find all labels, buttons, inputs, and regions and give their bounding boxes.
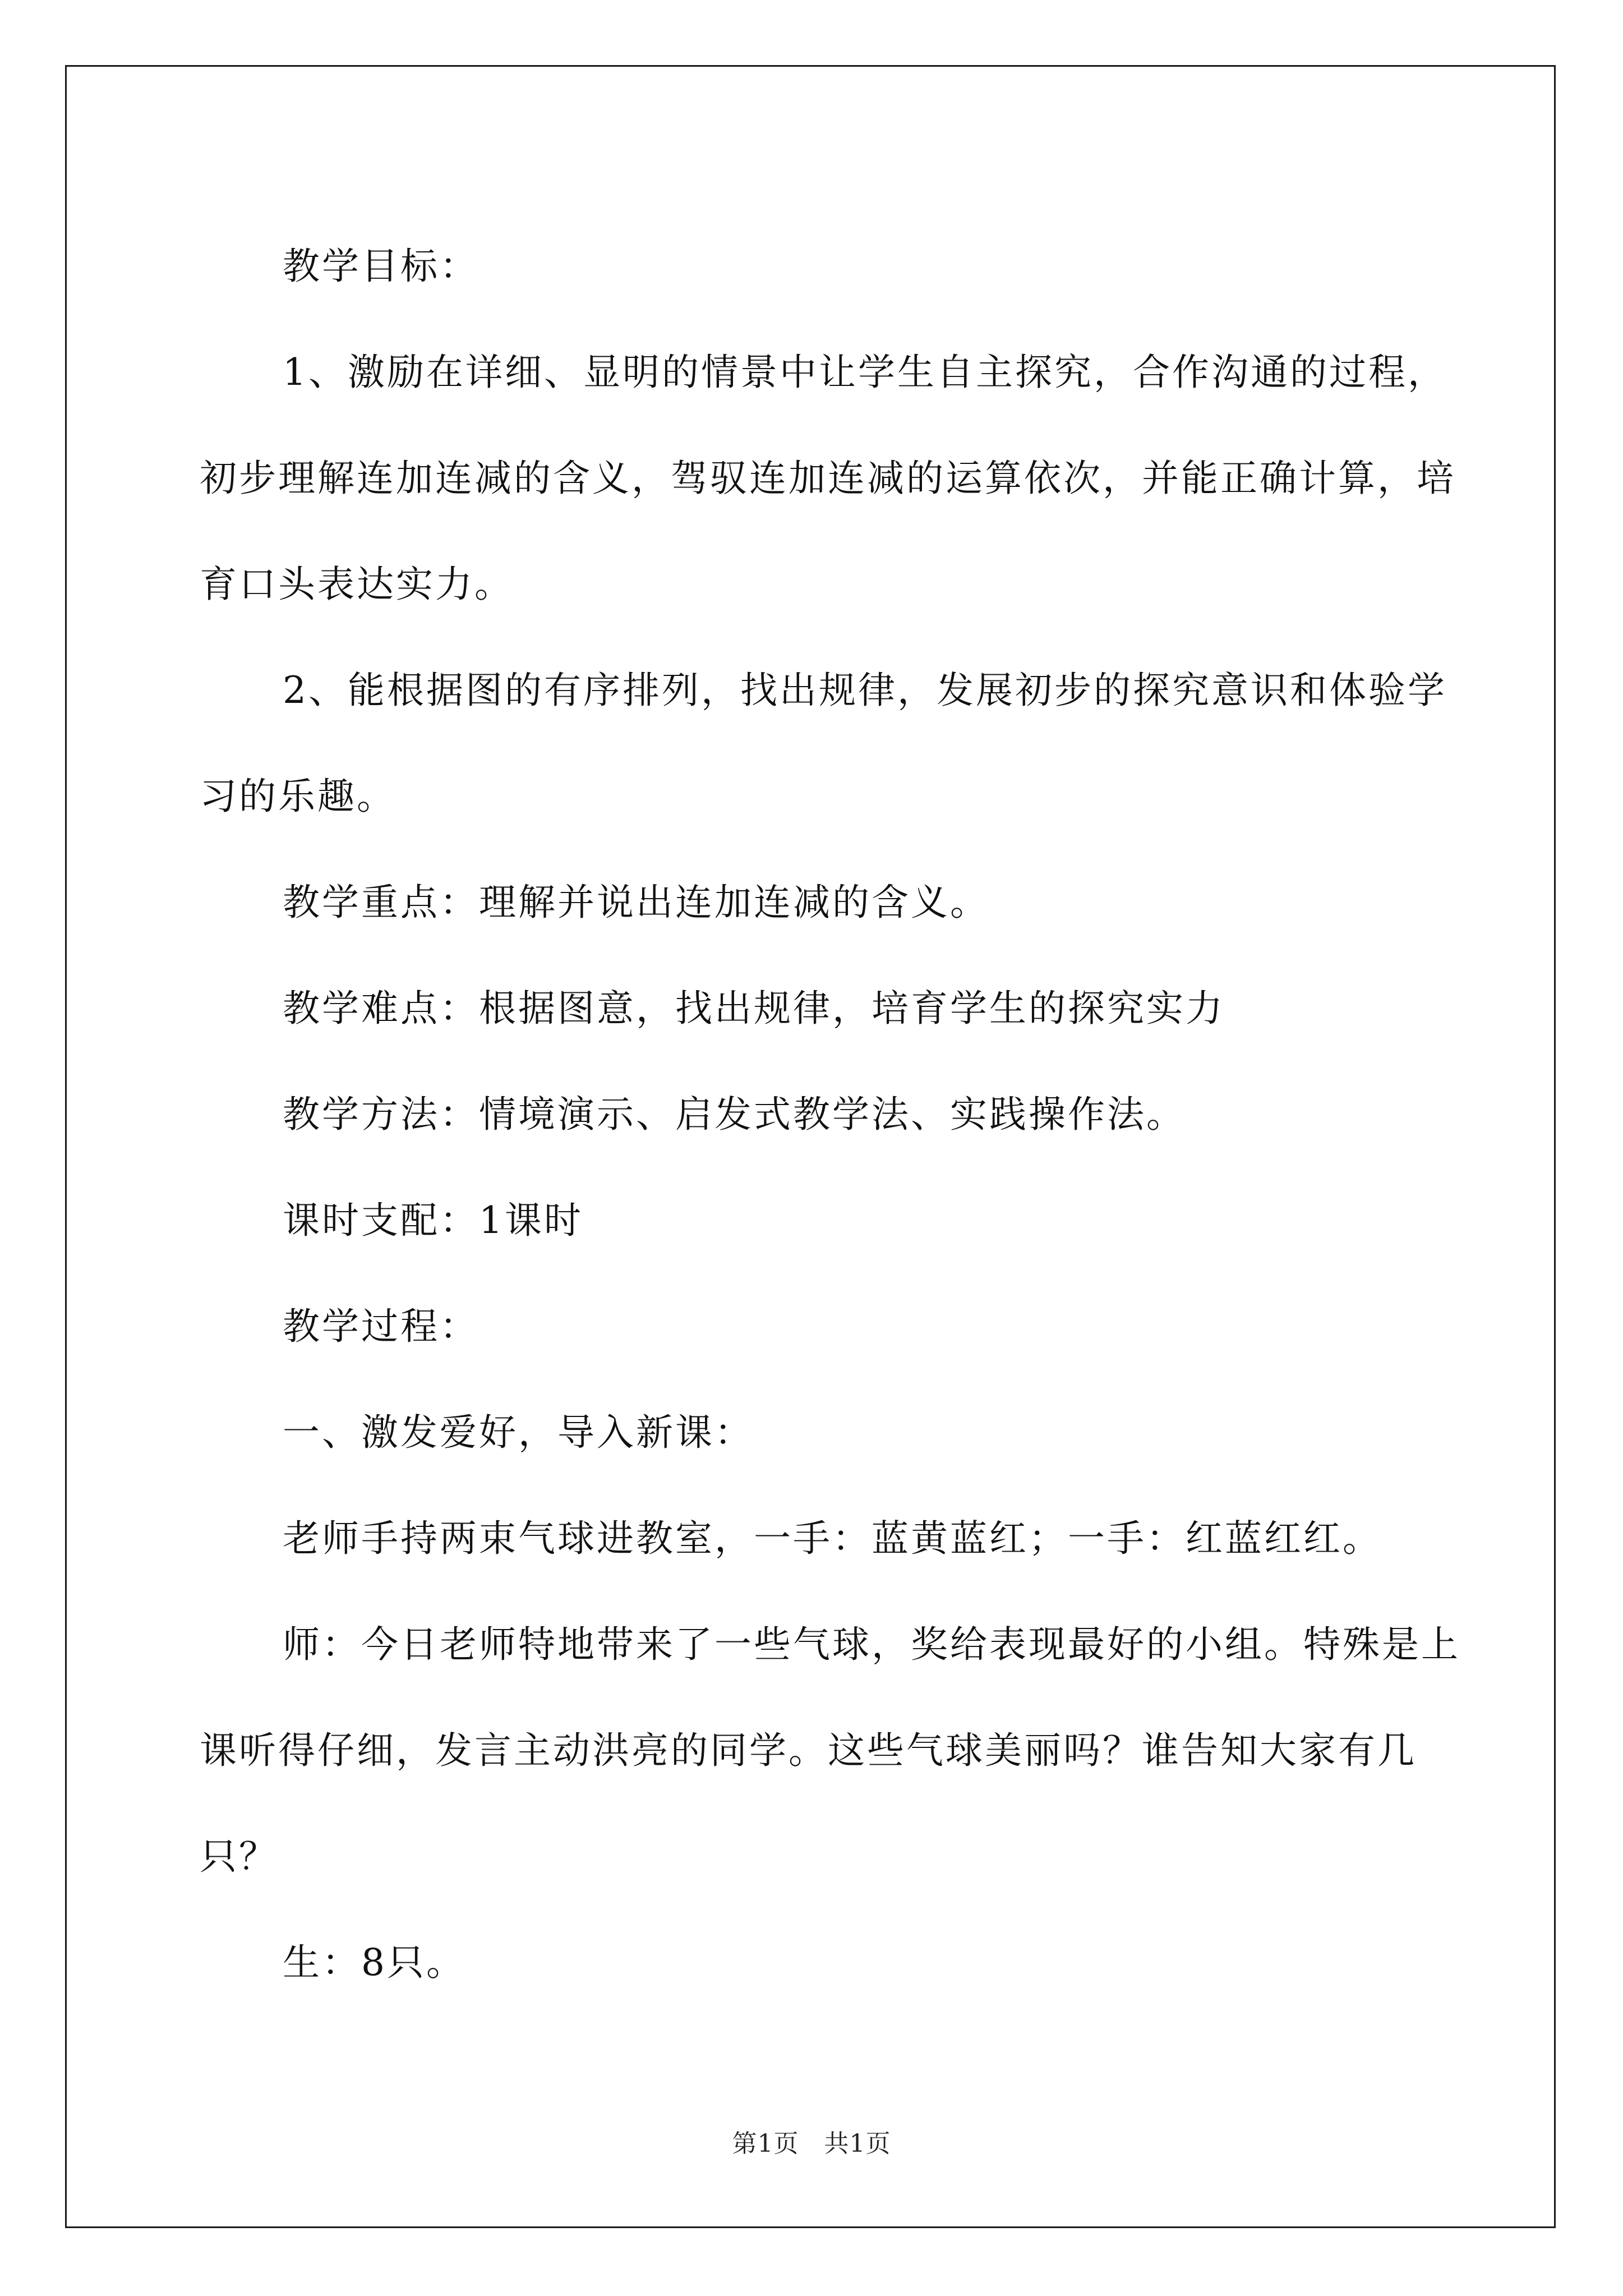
paragraph-teaching-goals-heading: 教学目标： (283, 245, 479, 288)
paragraph-student-answer: 生：8只。 (283, 1941, 465, 1984)
paragraph-goal-2: 2、能根据图的有序排列，找出规律，发展初步的探究意识和体验学习的乐趣。 (200, 669, 1447, 818)
paragraph-goal-1: 1、激励在详细、显明的情景中让学生自主探究，合作沟通的过程，初步理解连加连减的含义，驾驭连加连减的运算依次，并能正确计算，培育口头表达实力。 (200, 351, 1456, 606)
paragraph-teacher-speech: 师：今日老师特地带来了一些气球，奖给表现最好的小组。特殊是上课听得仔细，发言主动洪亮的同学。这些气球美丽吗？谁告知大家有几只？ (200, 1623, 1460, 1878)
document-body (200, 213, 1473, 2016)
paragraph-difficulty: 教学难点：根据图意，找出规律，培育学生的探究实力 (283, 987, 1225, 1030)
page-footer: 第1页 共1页 (732, 2129, 891, 2158)
paragraph-section-1-heading: 一、激发爱好，导入新课： (283, 1411, 754, 1454)
paragraph-process-heading: 教学过程： (283, 1305, 479, 1348)
paragraph-class-hours: 课时支配：1课时 (283, 1199, 583, 1242)
paragraph-teacher-balloons: 老师手持两束气球进教室，一手：蓝黄蓝红；一手：红蓝红红。 (283, 1517, 1382, 1560)
paragraph-method: 教学方法：情境演示、启发式教学法、实践操作法。 (283, 1093, 1186, 1136)
paragraph-key-point: 教学重点：理解并说出连加连减的含义。 (283, 881, 989, 924)
